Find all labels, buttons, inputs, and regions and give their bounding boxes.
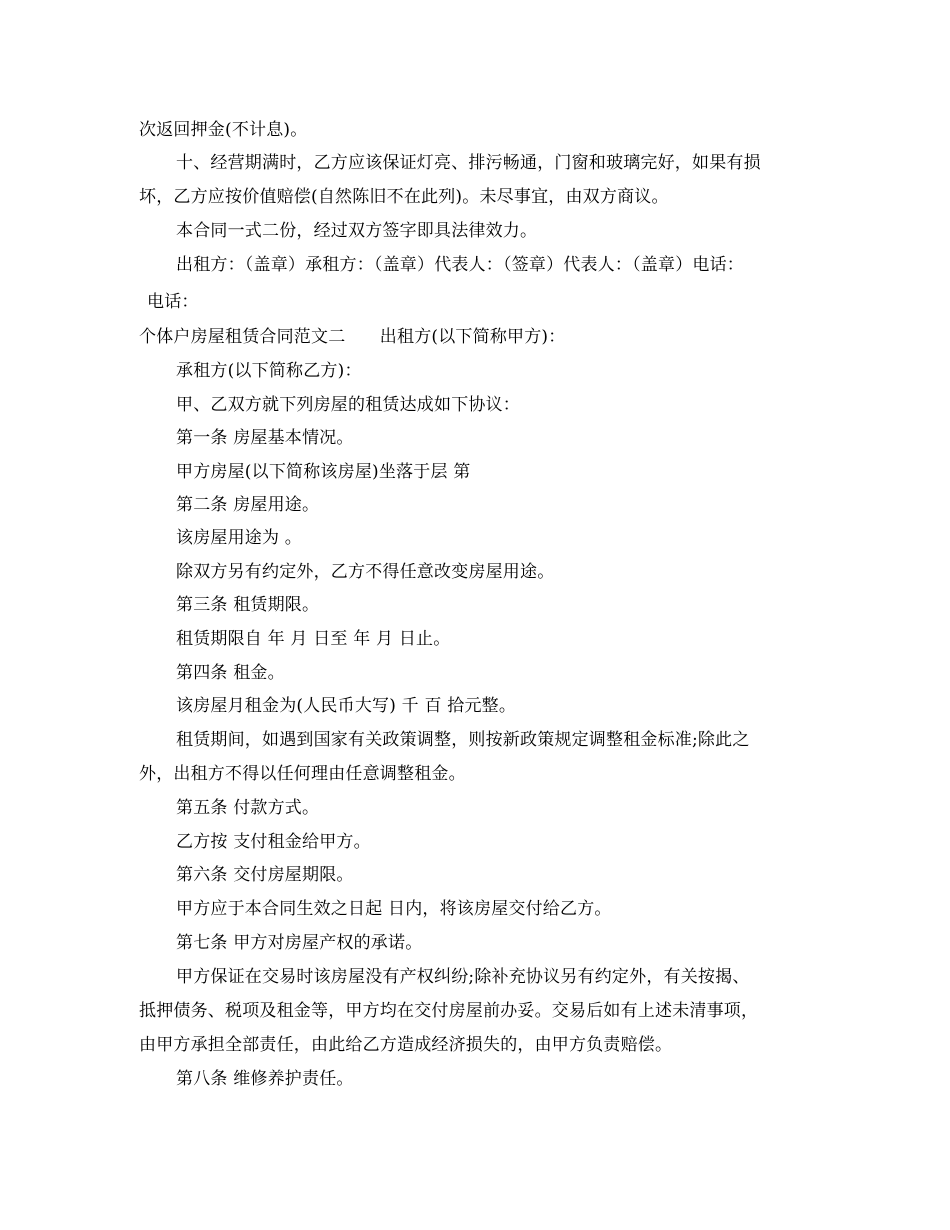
text-line-17: 第四条 租金。: [176, 663, 285, 683]
text-line-19: 租赁期间，如遇到国家有关政策调整，则按新政策规定调整租金标准;除此之: [176, 730, 750, 750]
text-line-1: 次返回押金(不计息)。: [139, 120, 308, 140]
text-line-25: 第七条 甲方对房屋产权的承诺。: [176, 933, 423, 953]
text-line-5: 出租方：（盖章）承租方：（盖章）代表人：（签章）代表人：（盖章）电话：: [176, 255, 744, 275]
text-line-3: 坏，乙方应按价值赔偿(自然陈旧不在此列)。未尽事宜，由双方商议。: [139, 187, 669, 207]
text-line-26: 甲方保证在交易时该房屋没有产权纠纷;除补充协议另有约定外，有关按揭、: [176, 967, 750, 987]
text-line-16: 租赁期限自 年 月 日至 年 月 日止。: [176, 629, 451, 649]
text-line-29: 第八条 维修养护责任。: [176, 1069, 354, 1089]
text-line-28: 由甲方承担全部责任，由此给乙方造成经济损失的，由甲方负责赔偿。: [139, 1035, 673, 1055]
text-line-27: 抵押债务、税项及租金等，甲方均在交付房屋前办妥。交易后如有上述未清事项，: [139, 1001, 759, 1021]
text-line-21: 第五条 付款方式。: [176, 798, 320, 818]
text-line-10: 第一条 房屋基本情况。: [176, 428, 354, 448]
text-line-14: 除双方另有约定外，乙方不得任意改变房屋用途。: [176, 562, 555, 582]
text-line-9: 甲、乙双方就下列房屋的租赁达成如下协议：: [176, 395, 520, 415]
text-line-18: 该房屋月租金为(人民币大写) 千 百 拾元整。: [176, 696, 517, 716]
text-line-23: 第六条 交付房屋期限。: [176, 865, 354, 885]
text-line-7: 个体户房屋租赁合同范文二 出租方(以下简称甲方)：: [139, 327, 566, 347]
text-line-24: 甲方应于本合同生效之日起 日内，将该房屋交付给乙方。: [176, 899, 612, 919]
text-line-2: 十、经营期满时，乙方应该保证灯亮、排污畅通，门窗和玻璃完好，如果有损: [176, 153, 761, 173]
text-line-6: 电话：: [147, 292, 199, 312]
text-line-13: 该房屋用途为 。: [176, 528, 303, 548]
text-line-11: 甲方房屋(以下简称该房屋)坐落于层 第: [176, 462, 471, 482]
text-line-20: 外，出租方不得以任何理由任意调整租金。: [139, 764, 466, 784]
text-line-22: 乙方按 支付租金给甲方。: [176, 832, 371, 852]
text-line-12: 第二条 房屋用途。: [176, 495, 320, 515]
text-line-8: 承租方(以下简称乙方)：: [176, 361, 362, 381]
text-line-4: 本合同一式二份，经过双方签字即具法律效力。: [176, 221, 538, 241]
text-line-15: 第三条 租赁期限。: [176, 595, 320, 615]
